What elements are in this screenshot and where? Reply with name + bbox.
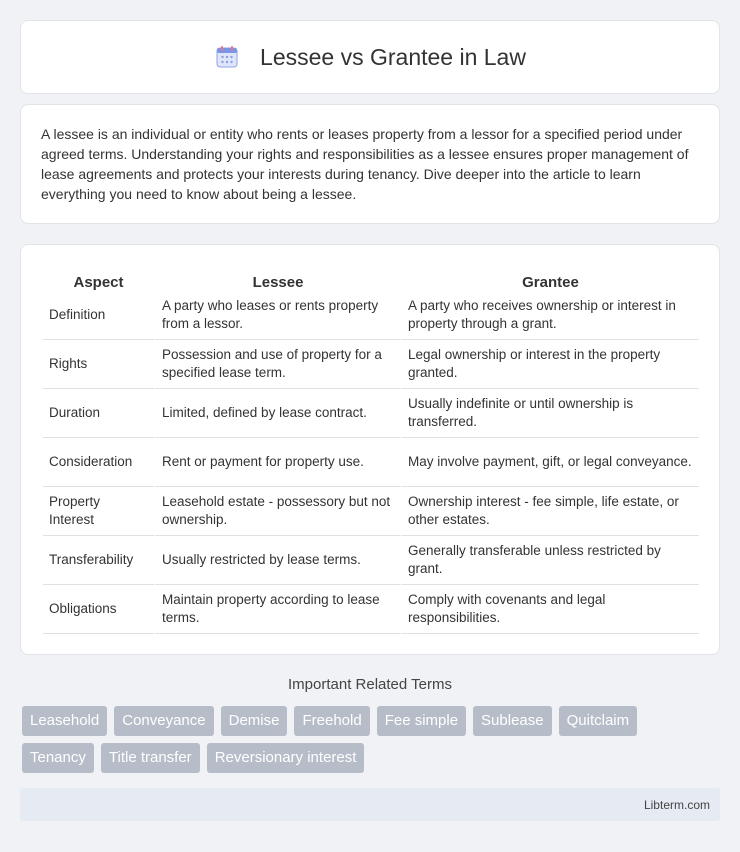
lessee-cell: Possession and use of property for a specified lease term. [154, 340, 400, 389]
comparison-table [43, 265, 699, 634]
tag-freehold[interactable]: Freehold [294, 706, 369, 736]
intro-text: A lessee is an individual or entity who rents or leases property from a lessor for a specified period under agreed terms. Understanding your rights and responsibilities as a lessee ensures proper management of lease agreements and protects your interests during tenancy. Dive deeper into the article to learn everything you need to know about being a lessee. [41, 126, 689, 202]
grantee-cell: Generally transferable unless restricted by grant. [400, 536, 699, 585]
grantee-cell: May involve payment, gift, or legal conveyance. [400, 438, 699, 487]
grantee-cell: A party who receives ownership or interest in property through a grant. [400, 291, 699, 340]
aspect-cell: Definition [43, 291, 154, 340]
tag-row [22, 706, 722, 736]
lessee-cell: Leasehold estate - possessory but not ownership. [154, 487, 400, 536]
grantee-cell: Ownership interest - fee simple, life estate, or other estates. [400, 487, 699, 536]
table-row [43, 340, 699, 389]
tag-row [22, 743, 722, 773]
intro-card [20, 104, 720, 224]
table-row [43, 536, 699, 585]
grantee-cell: Comply with covenants and legal responsibilities. [400, 585, 699, 634]
calendar-icon [214, 44, 240, 70]
aspect-cell: Duration [43, 389, 154, 438]
tag-quitclaim[interactable]: Quitclaim [559, 706, 638, 736]
aspect-cell: Consideration [43, 438, 154, 487]
footer-site-link[interactable]: Libterm.com [643, 798, 710, 812]
tag-sublease[interactable]: Sublease [473, 706, 552, 736]
table-row [43, 291, 699, 340]
tag-conveyance[interactable]: Conveyance [114, 706, 213, 736]
tag-tenancy[interactable]: Tenancy [22, 743, 94, 773]
table-header-row [43, 265, 699, 291]
tag-demise[interactable]: Demise [221, 706, 288, 736]
footer [20, 788, 720, 821]
aspect-cell: Obligations [43, 585, 154, 634]
grantee-cell: Legal ownership or interest in the property granted. [400, 340, 699, 389]
table-row [43, 487, 699, 536]
grantee-cell: Usually indefinite or until ownership is transferred. [400, 389, 699, 438]
lessee-cell: Rent or payment for property use. [154, 438, 400, 487]
lessee-cell: Maintain property according to lease terms. [154, 585, 400, 634]
table-row [43, 438, 699, 487]
table-row [43, 389, 699, 438]
tag-leasehold[interactable]: Leasehold [22, 706, 107, 736]
related-terms-tags [22, 706, 722, 780]
title-card [20, 20, 720, 94]
header-grantee: Grantee [400, 265, 699, 291]
table-row [43, 585, 699, 634]
lessee-cell: A party who leases or rents property from a lessor. [154, 291, 400, 340]
tag-fee-simple[interactable]: Fee simple [377, 706, 466, 736]
tag-reversionary-interest[interactable]: Reversionary interest [207, 743, 365, 773]
comparison-table-card [20, 244, 720, 655]
related-terms-title: Important Related Terms [288, 676, 452, 693]
aspect-cell: Rights [43, 340, 154, 389]
header-aspect: Aspect [73, 274, 124, 291]
lessee-cell: Usually restricted by lease terms. [154, 536, 400, 585]
page-title: Lessee vs Grantee in Law [260, 43, 526, 70]
aspect-cell: Transferability [43, 536, 154, 585]
tag-title-transfer[interactable]: Title transfer [101, 743, 200, 773]
lessee-cell: Limited, defined by lease contract. [154, 389, 400, 438]
aspect-cell: Property Interest [43, 487, 154, 536]
header-lessee: Lessee [154, 265, 400, 291]
